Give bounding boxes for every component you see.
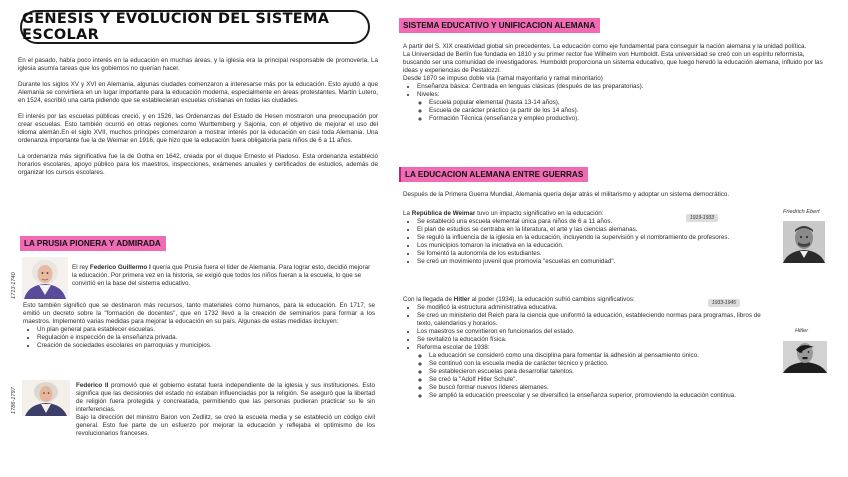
unif-line: Desde 1870 se impuso doble vía (ramal mayoritario y ramal minoritario) — [403, 75, 603, 82]
list-item: • Los maestros se convirtieron en funcionarios del estado. — [417, 328, 773, 336]
federico-ii-portrait — [22, 380, 70, 416]
list-item — [417, 344, 773, 400]
fw-paragraph — [72, 264, 376, 288]
hitler-caption: Hitler — [795, 328, 809, 334]
unificacion-section — [403, 43, 827, 123]
list-item: ◦ Se amplió la educación preescolar y se diversificó la enseñanza superior, promoviendo la educación continua. — [429, 392, 773, 400]
list-item — [417, 91, 827, 123]
list-item: • Regulación e inspección de la enseñanza privada. — [37, 334, 375, 342]
list-item: • Se revitalizó la educación física. — [417, 336, 773, 344]
list-item: • Creación de sociedades escolares en parroquias y municipios. — [37, 342, 375, 350]
list-item: • Los municipios tomaron la iniciativa en la educación. — [417, 242, 773, 250]
weimar-date-badge: 1919-1933 — [686, 214, 718, 222]
hitler-lead: Con la llegada de — [403, 296, 454, 303]
list-item: ◦ Se buscó formar nuevos líderes alemanes. — [429, 384, 773, 392]
reforma-label: Reforma escolar de 1938: — [417, 344, 490, 351]
hitler-portrait — [783, 341, 827, 373]
list-item: • Se modificó la estructura administrativa educativa. — [417, 304, 773, 312]
list-item: ◦ Se establecieron escuelas para desarrollar talentos. — [429, 368, 773, 376]
levels-label: Niveles: — [417, 91, 440, 98]
intro-section — [18, 57, 378, 177]
list-item: • Se creó un ministerio del Reich para la ciencia que uniformó la educación, estableciendo normas para programas, libros de texto, calendarios y horarios. — [417, 312, 773, 328]
f2-name: Federico II — [76, 382, 109, 389]
f2-date: 1786-1797 — [11, 387, 17, 414]
list-item: ◦ Formación Técnica (enseñanza y empleo productivo). — [429, 115, 827, 123]
fw-measures-list — [23, 326, 375, 350]
guerras-intro: Después de la Primera Guerra Mundial, Alemania quería dejar atrás el militarismo y adoptar un sistema democrático. — [403, 191, 730, 198]
reforma-sublist — [417, 352, 773, 400]
intro-paragraph: La ordenanza más significativa fue la de Gotha en 1642, creada por el duque Ernesto el Piadoso. Esta ordenanza estableció horarios escolares, apoyo público para los maestros, inspecciones, exámenes anuales y certificados de estudios, además de organizar los cursos escolares. — [18, 153, 378, 176]
hitler-text: al poder (1934), la educación sufrió cambios significativos: — [469, 296, 635, 303]
list-item: • Enseñanza básica: Centrada en lenguas clásicas (después de las preparatorias). — [417, 83, 827, 91]
hitler-intro — [403, 296, 773, 304]
fw-name: Federico Guillermo I — [89, 264, 151, 271]
intro-paragraph: En el pasado, había poco interés en la educación en muchas áreas, y la iglesia era la principal responsable de promoverla. La iglesia asumía tareas que los gobiernos no querían hacer. — [18, 57, 378, 72]
page-title: GENESIS Y EVOLUCION DEL SISTEMA ESCOLAR — [22, 11, 330, 43]
prusia-heading: LA PRUSIA PIONERA Y ADMIRADA — [20, 236, 166, 251]
weimar-section — [403, 210, 773, 266]
list-item: ◦ La educación se consideró como una disciplina para fomentar la adhesión al pensamiento único. — [429, 352, 773, 360]
fw-date: 1713-1740 — [11, 272, 17, 299]
unif-list — [403, 83, 827, 123]
weimar-name: República de Weimar — [411, 210, 476, 217]
weimar-list — [403, 218, 773, 266]
list-item: • Se estableció una escuela elemental única para niños de 6 a 11 años. — [417, 218, 773, 226]
weimar-text: tuvo un impacto significativo en la educación: — [475, 210, 604, 217]
weimar-intro — [403, 210, 773, 218]
list-item: • Un plan general para establecer escuelas. — [37, 326, 375, 334]
f2-paragraph — [76, 382, 375, 414]
list-item: ◦ Escuela de carácter práctico (a partir de los 14 años). — [429, 107, 827, 115]
hitler-section — [403, 296, 773, 400]
weimar-lead: La — [403, 210, 412, 217]
list-item: • Se creó un movimiento juvenil que promovía "escuelas en comunidad". — [417, 258, 773, 266]
f2-text: promovió que el gobierno estatal fuera independiente de la iglesia y sus instituciones. Esto significa que las decisiones del estado no estaban influenciadas por la religión. Se aseguró que la libertad de religión fuera protegida y concreatada, permitiendo que las personas pudieran practicar su fe sin interferencias. — [76, 382, 376, 413]
unif-line: A partir del S. XIX creatividad global sin precedentes. La educación como eje fundamental para conseguir la nación alemana y la unidad política. — [403, 43, 807, 50]
hitler-date-badge: 1933-1945 — [708, 299, 740, 307]
levels-sublist — [417, 99, 827, 123]
ebert-portrait — [783, 221, 825, 263]
f2-section — [76, 382, 375, 438]
federico-guillermo-portrait — [22, 257, 68, 299]
list-item: ◦ Escuela popular elemental (hasta 13-14 años), — [429, 99, 827, 107]
fw-paragraph-2: Esto también significó que se destinaron más recursos, tanto materiales como humanos, para la educación. En 1717, se emitió un decreto sobre la "formación de docentes", que en 1732 llevó a la creación de seminarios para formar a los maestros. Implementó varias medidas para mejorar la educación en su país. Algunas de estas medidas incluyen: — [23, 302, 375, 325]
list-item: • El plan de estudios se centraba en la literatura, el arte y las ciencias alemanas. — [417, 226, 773, 234]
f2-paragraph-2: Bajo la dirección del ministro Baron von Zedlitz, se creó la escuela media y se estableció un código civil general. Esto fue parte de un esfuerzo por mejorar la educación y reflejaba el optimismo de los revolucionarios franceses. — [76, 414, 375, 437]
fw-measures — [23, 302, 375, 350]
ebert-caption: Friedrich Ebert — [783, 209, 820, 215]
fw-lead: El rey — [72, 264, 90, 271]
list-item: ◦ Se creó la "Adolf Hitler Schule". — [429, 376, 773, 384]
intro-paragraph: Durante los siglos XV y XVI en Alemania, algunas ciudades comenzaron a interesarse más por la educación. Esto ayudó a que Alemania se convirtiera en un lugar importante para la educación moderna, especialmente en áreas protestantes. Martín Lutero, en 1524, escribió una carta pidiendo que se establecieran escuelas cristianas en todas las ciudades. — [18, 81, 378, 104]
unificacion-heading: SISTEMA EDUCATIVO Y UNIFICACION ALEMANA — [399, 18, 600, 33]
page-title-box — [20, 10, 370, 44]
list-item: ◦ Se continuó con la escuela media de carácter técnico y práctico. — [429, 360, 773, 368]
intro-paragraph: El interés por las escuelas públicas creció, y en 1526, las Ordenanzas del Estado de Hesen mostraron una preocupación por crear escuelas. Esto también ocurrió en otras regiones como Wurttemberg y Sajonia, con el objetivo de mejorar el uso del idioma alemán.En el siglo XVII, muchos príncipes comenzaron a mostrar interés por la educación en casi toda Alemania. Una ordenanza importante fue la de Weimar en 1916, que hizo que la educación fuera obligatoria para niños de 6 a 11 años. — [18, 113, 378, 144]
hitler-list — [403, 304, 773, 400]
fw-text: quería que Prusia fuera el líder de Alemania. Para lograr esto, decidió mejorar la educación. Por primera vez en la historia, se exigió que todos los niños fueran a la escuela, lo que se convirtió en la base del sistema educativo. — [72, 264, 371, 287]
hitler-name: Hitler — [453, 296, 470, 303]
guerras-heading: LA EDUCACION ALEMANA ENTRE GUERRAS — [399, 167, 588, 182]
list-item: • Se reguló la influencia de la iglesia en la educación, incluyendo la supervisión y el nombramiento de profesores. — [417, 234, 773, 242]
unif-line: La Universidad de Berlín fue fundada en 1810 y su primer rector fue Wilhelm von Humboldt. Esta universidad se creó con un espíritu reformista, buscando ser una comunidad de investigadores. Humboldt proporciona un sistema educativo, que luego heredó la educación alemana, influido por las ideas y experiencias de Pestalozzi. — [403, 51, 823, 74]
list-item: • Se fomentó la autonomía de los estudiantes. — [417, 250, 773, 258]
